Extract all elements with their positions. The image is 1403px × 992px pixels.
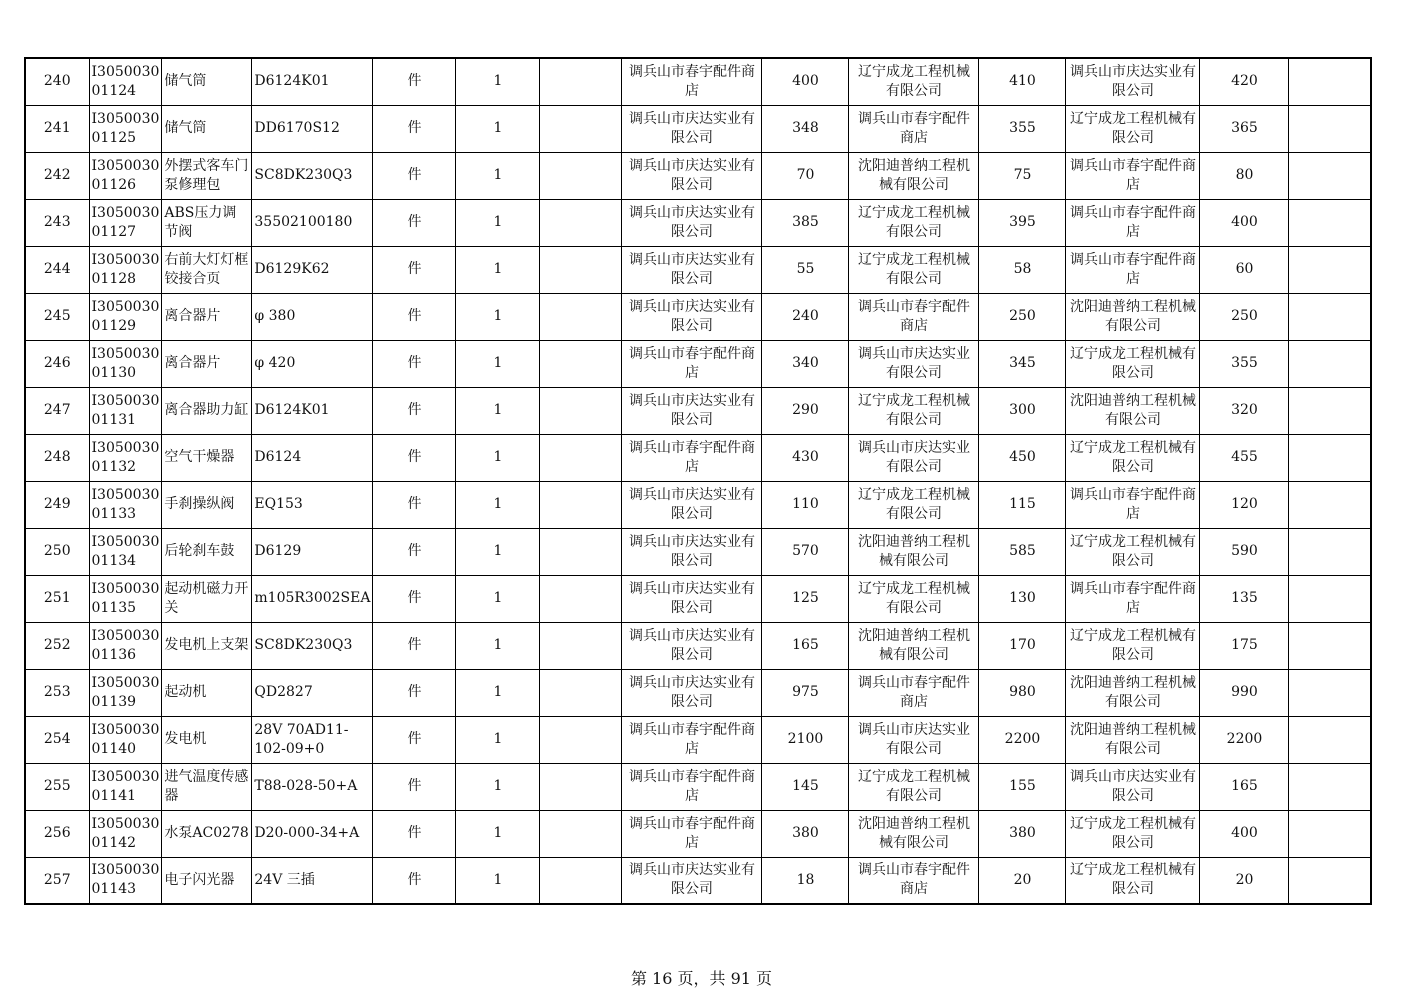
table-row [25, 857, 1371, 904]
quantity-cell: 1 [456, 199, 540, 246]
spec-cell: φ 380 [252, 293, 373, 340]
unit-cell: 件 [373, 528, 456, 575]
item-name-cell: 外摆式客车门泵修理包 [162, 152, 252, 199]
remark-cell [1289, 387, 1371, 434]
quantity-cell: 1 [456, 575, 540, 622]
material-code-cell: I3050030 01129 [89, 293, 162, 340]
row-number-cell: 255 [25, 763, 89, 810]
table-row [25, 434, 1371, 481]
price-2-cell: 58 [979, 246, 1066, 293]
spec-cell: 28V 70AD11-102-09+0 [252, 716, 373, 763]
item-name-cell: 进气温度传感器 [162, 763, 252, 810]
price-1-cell: 125 [762, 575, 849, 622]
remark-cell [1289, 763, 1371, 810]
supplier-2-cell: 沈阳迪普纳工程机械有限公司 [849, 528, 979, 575]
unit-cell: 件 [373, 669, 456, 716]
supplier-1-cell: 调兵山市庆达实业有限公司 [622, 387, 762, 434]
table-row [25, 58, 1371, 105]
row-number-cell: 256 [25, 810, 89, 857]
row-number-cell: 243 [25, 199, 89, 246]
price-1-cell: 348 [762, 105, 849, 152]
table-row [25, 669, 1371, 716]
page-footer: 第 16 页，共 91 页 [630, 969, 773, 988]
supplier-2-cell: 辽宁成龙工程机械有限公司 [849, 575, 979, 622]
supplier-3-cell: 辽宁成龙工程机械有限公司 [1066, 340, 1200, 387]
supplier-1-cell: 调兵山市庆达实业有限公司 [622, 622, 762, 669]
price-1-cell: 240 [762, 293, 849, 340]
supplier-1-cell: 调兵山市春宇配件商店 [622, 763, 762, 810]
table-row [25, 246, 1371, 293]
unit-cell: 件 [373, 857, 456, 904]
remark-cell [1289, 669, 1371, 716]
price-2-cell: 75 [979, 152, 1066, 199]
quantity-cell: 1 [456, 810, 540, 857]
price-3-cell: 2200 [1200, 716, 1289, 763]
material-code-cell: I3050030 01133 [89, 481, 162, 528]
price-1-cell: 400 [762, 58, 849, 105]
remark-cell [1289, 246, 1371, 293]
supplier-1-cell: 调兵山市庆达实业有限公司 [622, 528, 762, 575]
material-code-cell: I3050030 01125 [89, 105, 162, 152]
remark-cell [1289, 575, 1371, 622]
row-number-cell: 245 [25, 293, 89, 340]
table-row [25, 810, 1371, 857]
item-name-cell: 后轮刹车鼓 [162, 528, 252, 575]
blank-cell [540, 669, 622, 716]
row-number-cell: 257 [25, 857, 89, 904]
spec-cell: 35502100180 [252, 199, 373, 246]
material-code-cell: I3050030 01135 [89, 575, 162, 622]
spec-cell: EQ153 [252, 481, 373, 528]
price-3-cell: 400 [1200, 199, 1289, 246]
quantity-cell: 1 [456, 434, 540, 481]
spec-cell: D6124 [252, 434, 373, 481]
price-1-cell: 55 [762, 246, 849, 293]
price-2-cell: 250 [979, 293, 1066, 340]
item-name-cell: ABS压力调节阀 [162, 199, 252, 246]
quantity-cell: 1 [456, 246, 540, 293]
unit-cell: 件 [373, 575, 456, 622]
supplier-3-cell: 调兵山市春宇配件商店 [1066, 481, 1200, 528]
supplier-2-cell: 调兵山市春宇配件商店 [849, 293, 979, 340]
spec-cell: 24V 三插 [252, 857, 373, 904]
blank-cell [540, 857, 622, 904]
price-2-cell: 300 [979, 387, 1066, 434]
blank-cell [540, 763, 622, 810]
supplier-3-cell: 调兵山市庆达实业有限公司 [1066, 58, 1200, 105]
item-name-cell: 电子闪光器 [162, 857, 252, 904]
supplier-3-cell: 辽宁成龙工程机械有限公司 [1066, 857, 1200, 904]
price-1-cell: 385 [762, 199, 849, 246]
table-body [25, 58, 1371, 904]
price-3-cell: 175 [1200, 622, 1289, 669]
material-code-cell: I3050030 01143 [89, 857, 162, 904]
price-3-cell: 320 [1200, 387, 1289, 434]
price-3-cell: 400 [1200, 810, 1289, 857]
row-number-cell: 253 [25, 669, 89, 716]
price-3-cell: 20 [1200, 857, 1289, 904]
item-name-cell: 起动机 [162, 669, 252, 716]
spec-cell: m105R3002SEA [252, 575, 373, 622]
quantity-cell: 1 [456, 669, 540, 716]
supplier-1-cell: 调兵山市春宇配件商店 [622, 434, 762, 481]
item-name-cell: 储气筒 [162, 105, 252, 152]
supplier-3-cell: 辽宁成龙工程机械有限公司 [1066, 622, 1200, 669]
price-1-cell: 570 [762, 528, 849, 575]
supplier-2-cell: 沈阳迪普纳工程机械有限公司 [849, 622, 979, 669]
unit-cell: 件 [373, 434, 456, 481]
price-1-cell: 380 [762, 810, 849, 857]
remark-cell [1289, 58, 1371, 105]
quantity-cell: 1 [456, 481, 540, 528]
supplier-3-cell: 沈阳迪普纳工程机械有限公司 [1066, 387, 1200, 434]
supplier-1-cell: 调兵山市庆达实业有限公司 [622, 293, 762, 340]
supplier-2-cell: 调兵山市春宇配件商店 [849, 669, 979, 716]
price-1-cell: 975 [762, 669, 849, 716]
remark-cell [1289, 857, 1371, 904]
supplier-2-cell: 辽宁成龙工程机械有限公司 [849, 481, 979, 528]
unit-cell: 件 [373, 340, 456, 387]
row-number-cell: 246 [25, 340, 89, 387]
price-2-cell: 450 [979, 434, 1066, 481]
table-row [25, 105, 1371, 152]
remark-cell [1289, 152, 1371, 199]
row-number-cell: 244 [25, 246, 89, 293]
unit-cell: 件 [373, 152, 456, 199]
supplier-3-cell: 辽宁成龙工程机械有限公司 [1066, 434, 1200, 481]
price-2-cell: 155 [979, 763, 1066, 810]
supplier-2-cell: 调兵山市庆达实业有限公司 [849, 434, 979, 481]
supplier-1-cell: 调兵山市庆达实业有限公司 [622, 246, 762, 293]
quantity-cell: 1 [456, 293, 540, 340]
remark-cell [1289, 293, 1371, 340]
table-row [25, 340, 1371, 387]
blank-cell [540, 246, 622, 293]
item-name-cell: 离合器助力缸 [162, 387, 252, 434]
blank-cell [540, 152, 622, 199]
unit-cell: 件 [373, 810, 456, 857]
price-3-cell: 990 [1200, 669, 1289, 716]
price-2-cell: 115 [979, 481, 1066, 528]
table-row [25, 575, 1371, 622]
material-code-cell: I3050030 01141 [89, 763, 162, 810]
unit-cell: 件 [373, 58, 456, 105]
supplier-1-cell: 调兵山市春宇配件商店 [622, 58, 762, 105]
material-code-cell: I3050030 01126 [89, 152, 162, 199]
supplier-2-cell: 辽宁成龙工程机械有限公司 [849, 246, 979, 293]
unit-cell: 件 [373, 293, 456, 340]
quantity-cell: 1 [456, 58, 540, 105]
remark-cell [1289, 105, 1371, 152]
table-row [25, 763, 1371, 810]
remark-cell [1289, 199, 1371, 246]
price-1-cell: 70 [762, 152, 849, 199]
price-3-cell: 60 [1200, 246, 1289, 293]
supplier-3-cell: 辽宁成龙工程机械有限公司 [1066, 528, 1200, 575]
remark-cell [1289, 622, 1371, 669]
item-name-cell: 起动机磁力开关 [162, 575, 252, 622]
row-number-cell: 242 [25, 152, 89, 199]
supplier-1-cell: 调兵山市春宇配件商店 [622, 716, 762, 763]
supplier-3-cell: 调兵山市春宇配件商店 [1066, 199, 1200, 246]
table-row [25, 622, 1371, 669]
price-3-cell: 135 [1200, 575, 1289, 622]
parts-price-table [24, 57, 1372, 905]
row-number-cell: 248 [25, 434, 89, 481]
material-code-cell: I3050030 01131 [89, 387, 162, 434]
supplier-3-cell: 调兵山市庆达实业有限公司 [1066, 763, 1200, 810]
supplier-2-cell: 调兵山市庆达实业有限公司 [849, 716, 979, 763]
price-1-cell: 2100 [762, 716, 849, 763]
blank-cell [540, 105, 622, 152]
spec-cell: DD6170S12 [252, 105, 373, 152]
quantity-cell: 1 [456, 763, 540, 810]
row-number-cell: 247 [25, 387, 89, 434]
spec-cell: D6129 [252, 528, 373, 575]
supplier-3-cell: 沈阳迪普纳工程机械有限公司 [1066, 293, 1200, 340]
spec-cell: D6124K01 [252, 387, 373, 434]
unit-cell: 件 [373, 246, 456, 293]
supplier-3-cell: 辽宁成龙工程机械有限公司 [1066, 105, 1200, 152]
supplier-2-cell: 辽宁成龙工程机械有限公司 [849, 387, 979, 434]
price-1-cell: 110 [762, 481, 849, 528]
quantity-cell: 1 [456, 622, 540, 669]
table-row [25, 199, 1371, 246]
spec-cell: φ 420 [252, 340, 373, 387]
supplier-2-cell: 调兵山市庆达实业有限公司 [849, 340, 979, 387]
price-1-cell: 340 [762, 340, 849, 387]
quantity-cell: 1 [456, 716, 540, 763]
material-code-cell: I3050030 01128 [89, 246, 162, 293]
price-2-cell: 20 [979, 857, 1066, 904]
supplier-3-cell: 沈阳迪普纳工程机械有限公司 [1066, 669, 1200, 716]
material-code-cell: I3050030 01134 [89, 528, 162, 575]
supplier-2-cell: 辽宁成龙工程机械有限公司 [849, 763, 979, 810]
remark-cell [1289, 810, 1371, 857]
spec-cell: D6124K01 [252, 58, 373, 105]
supplier-2-cell: 调兵山市春宇配件商店 [849, 105, 979, 152]
price-3-cell: 455 [1200, 434, 1289, 481]
unit-cell: 件 [373, 387, 456, 434]
item-name-cell: 发电机 [162, 716, 252, 763]
material-code-cell: I3050030 01136 [89, 622, 162, 669]
item-name-cell: 空气干燥器 [162, 434, 252, 481]
supplier-1-cell: 调兵山市庆达实业有限公司 [622, 199, 762, 246]
price-2-cell: 355 [979, 105, 1066, 152]
spec-cell: D20-000-34+A [252, 810, 373, 857]
quantity-cell: 1 [456, 152, 540, 199]
row-number-cell: 252 [25, 622, 89, 669]
row-number-cell: 240 [25, 58, 89, 105]
quantity-cell: 1 [456, 528, 540, 575]
price-2-cell: 2200 [979, 716, 1066, 763]
remark-cell [1289, 528, 1371, 575]
item-name-cell: 离合器片 [162, 340, 252, 387]
price-2-cell: 585 [979, 528, 1066, 575]
item-name-cell: 发电机上支架 [162, 622, 252, 669]
unit-cell: 件 [373, 716, 456, 763]
spec-cell: SC8DK230Q3 [252, 622, 373, 669]
supplier-3-cell: 沈阳迪普纳工程机械有限公司 [1066, 716, 1200, 763]
supplier-3-cell: 调兵山市春宇配件商店 [1066, 152, 1200, 199]
blank-cell [540, 293, 622, 340]
price-2-cell: 345 [979, 340, 1066, 387]
supplier-1-cell: 调兵山市春宇配件商店 [622, 810, 762, 857]
unit-cell: 件 [373, 199, 456, 246]
price-3-cell: 165 [1200, 763, 1289, 810]
supplier-2-cell: 辽宁成龙工程机械有限公司 [849, 199, 979, 246]
table-row [25, 387, 1371, 434]
price-2-cell: 380 [979, 810, 1066, 857]
material-code-cell: I3050030 01142 [89, 810, 162, 857]
supplier-1-cell: 调兵山市庆达实业有限公司 [622, 575, 762, 622]
supplier-2-cell: 辽宁成龙工程机械有限公司 [849, 58, 979, 105]
material-code-cell: I3050030 01130 [89, 340, 162, 387]
quantity-cell: 1 [456, 387, 540, 434]
price-2-cell: 170 [979, 622, 1066, 669]
spec-cell: D6129K62 [252, 246, 373, 293]
item-name-cell: 离合器片 [162, 293, 252, 340]
blank-cell [540, 810, 622, 857]
price-3-cell: 355 [1200, 340, 1289, 387]
price-3-cell: 80 [1200, 152, 1289, 199]
price-2-cell: 395 [979, 199, 1066, 246]
material-code-cell: I3050030 01140 [89, 716, 162, 763]
price-3-cell: 250 [1200, 293, 1289, 340]
quantity-cell: 1 [456, 857, 540, 904]
blank-cell [540, 575, 622, 622]
spec-cell: T88-028-50+A [252, 763, 373, 810]
blank-cell [540, 434, 622, 481]
material-code-cell: I3050030 01139 [89, 669, 162, 716]
price-2-cell: 130 [979, 575, 1066, 622]
material-code-cell: I3050030 01127 [89, 199, 162, 246]
blank-cell [540, 340, 622, 387]
supplier-1-cell: 调兵山市庆达实业有限公司 [622, 481, 762, 528]
spec-cell: QD2827 [252, 669, 373, 716]
material-code-cell: I3050030 01124 [89, 58, 162, 105]
table-row [25, 152, 1371, 199]
price-3-cell: 590 [1200, 528, 1289, 575]
supplier-1-cell: 调兵山市庆达实业有限公司 [622, 105, 762, 152]
supplier-1-cell: 调兵山市庆达实业有限公司 [622, 669, 762, 716]
table-row [25, 481, 1371, 528]
table-row [25, 716, 1371, 763]
spec-cell: SC8DK230Q3 [252, 152, 373, 199]
price-2-cell: 980 [979, 669, 1066, 716]
supplier-3-cell: 辽宁成龙工程机械有限公司 [1066, 810, 1200, 857]
price-1-cell: 145 [762, 763, 849, 810]
price-3-cell: 365 [1200, 105, 1289, 152]
table-row [25, 293, 1371, 340]
price-3-cell: 420 [1200, 58, 1289, 105]
price-2-cell: 410 [979, 58, 1066, 105]
unit-cell: 件 [373, 105, 456, 152]
blank-cell [540, 481, 622, 528]
remark-cell [1289, 716, 1371, 763]
table-row [25, 528, 1371, 575]
blank-cell [540, 622, 622, 669]
quantity-cell: 1 [456, 105, 540, 152]
row-number-cell: 251 [25, 575, 89, 622]
item-name-cell: 右前大灯灯框铰接合页 [162, 246, 252, 293]
blank-cell [540, 528, 622, 575]
unit-cell: 件 [373, 622, 456, 669]
unit-cell: 件 [373, 763, 456, 810]
supplier-1-cell: 调兵山市庆达实业有限公司 [622, 152, 762, 199]
blank-cell [540, 199, 622, 246]
supplier-2-cell: 沈阳迪普纳工程机械有限公司 [849, 810, 979, 857]
row-number-cell: 250 [25, 528, 89, 575]
price-1-cell: 165 [762, 622, 849, 669]
row-number-cell: 254 [25, 716, 89, 763]
price-1-cell: 430 [762, 434, 849, 481]
row-number-cell: 249 [25, 481, 89, 528]
price-1-cell: 18 [762, 857, 849, 904]
quantity-cell: 1 [456, 340, 540, 387]
item-name-cell: 水泵AC0278 [162, 810, 252, 857]
material-code-cell: I3050030 01132 [89, 434, 162, 481]
remark-cell [1289, 481, 1371, 528]
supplier-2-cell: 沈阳迪普纳工程机械有限公司 [849, 152, 979, 199]
remark-cell [1289, 340, 1371, 387]
supplier-3-cell: 调兵山市春宇配件商店 [1066, 246, 1200, 293]
supplier-2-cell: 调兵山市春宇配件商店 [849, 857, 979, 904]
remark-cell [1289, 434, 1371, 481]
row-number-cell: 241 [25, 105, 89, 152]
supplier-3-cell: 调兵山市春宇配件商店 [1066, 575, 1200, 622]
blank-cell [540, 716, 622, 763]
blank-cell [540, 387, 622, 434]
unit-cell: 件 [373, 481, 456, 528]
supplier-1-cell: 调兵山市庆达实业有限公司 [622, 857, 762, 904]
item-name-cell: 手刹操纵阀 [162, 481, 252, 528]
price-3-cell: 120 [1200, 481, 1289, 528]
supplier-1-cell: 调兵山市春宇配件商店 [622, 340, 762, 387]
item-name-cell: 储气筒 [162, 58, 252, 105]
blank-cell [540, 58, 622, 105]
price-1-cell: 290 [762, 387, 849, 434]
